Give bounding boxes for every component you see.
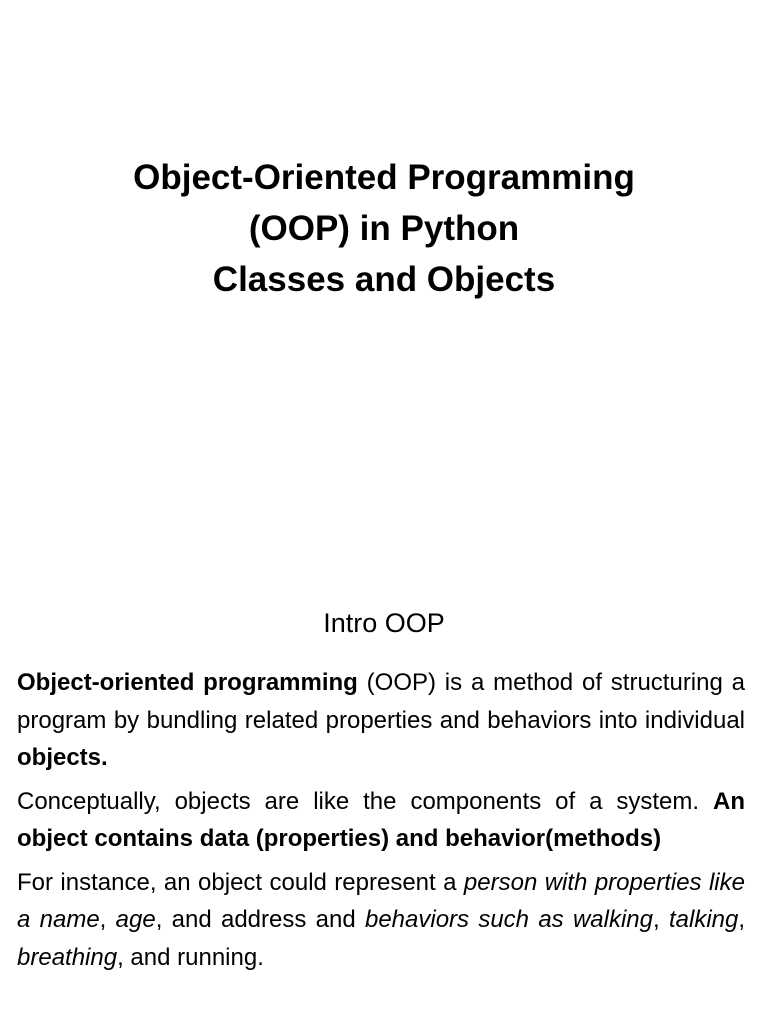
oop-term: Object-oriented programming (17, 669, 358, 696)
example-address: , and address and (155, 906, 365, 933)
body-text (17, 664, 745, 982)
example-behaviors: behaviors such as walking (364, 906, 653, 933)
paragraph-example (17, 864, 745, 977)
title-line-3: Classes and Objects (212, 260, 556, 299)
example-talking: talking (668, 906, 739, 933)
title-line-2: (OOP) in Python (248, 209, 520, 248)
example-person: person with properties like a name (17, 868, 745, 933)
example-sep-2: , (653, 906, 669, 933)
example-age: age (115, 906, 156, 933)
objects-term: objects (17, 744, 102, 771)
slide-subtitle: Intro OOP (323, 608, 445, 638)
concept-text: Conceptually, objects are like the components of a system. (17, 787, 713, 815)
example-breathing: breathing (17, 943, 118, 971)
example-sep-1: , (99, 906, 116, 933)
example-end: , and running. (117, 943, 264, 971)
paragraph-objects-concept (17, 783, 745, 858)
object-contains-text: An object contains data (properties) and behavior(methods) (17, 787, 745, 852)
slide-title (0, 152, 768, 305)
title-line-1: Object-Oriented Programming (133, 158, 635, 197)
example-lead: For instance, an object could represent a (17, 868, 464, 896)
example-sep-3: , (738, 906, 746, 933)
paragraph-oop-definition (17, 664, 745, 777)
oop-definition-text: (OOP) is a method of structuring a program by bundling related properties and behaviors into individual (17, 669, 745, 734)
period: . (101, 744, 108, 771)
